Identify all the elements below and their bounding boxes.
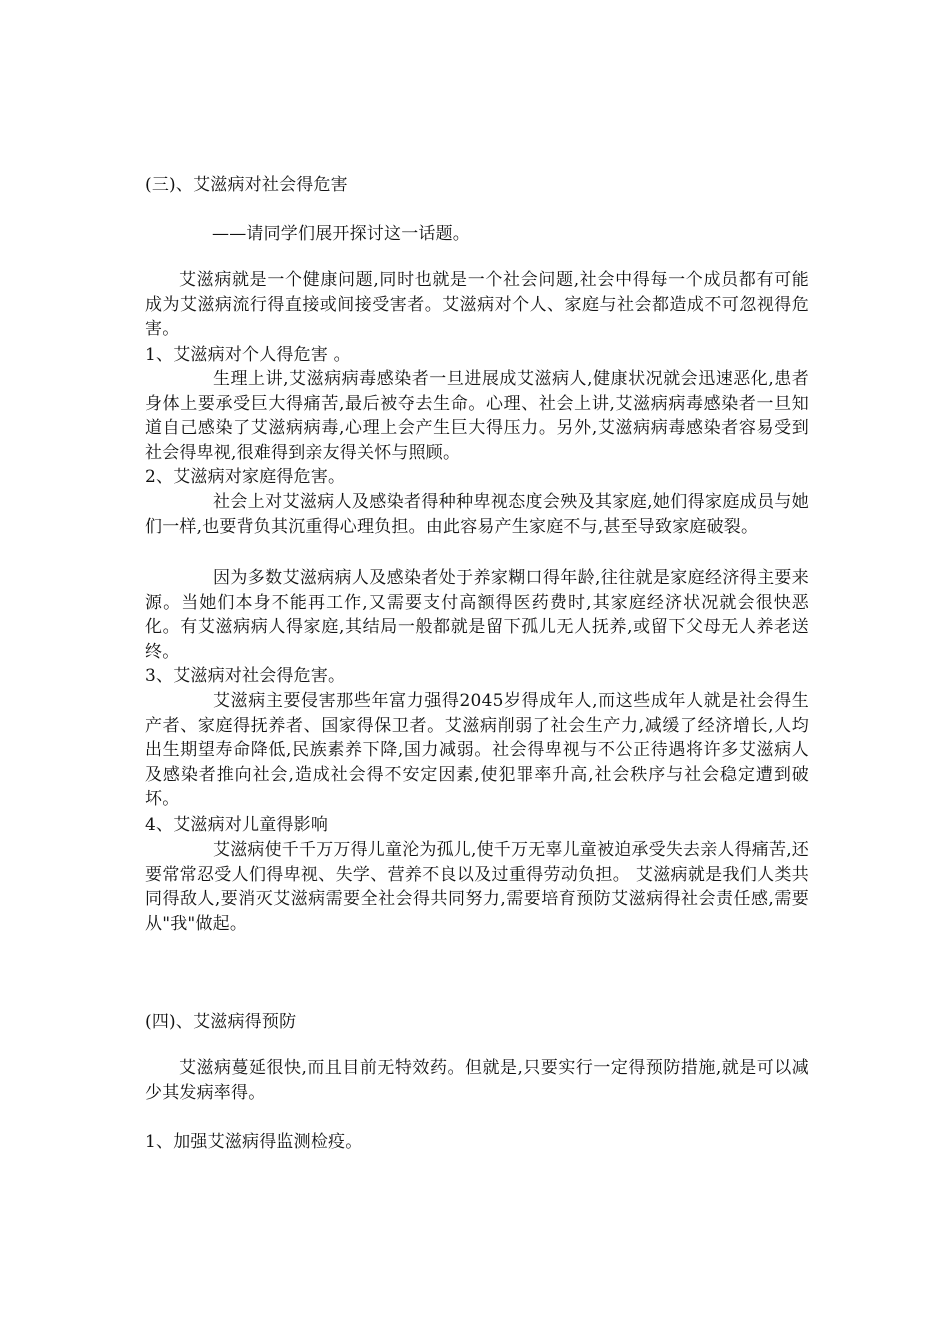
item-4-title: 4、艾滋病对儿童得影响 xyxy=(145,815,329,835)
section-4-intro: 艾滋病蔓延很快,而且目前无特效药。但就是,只要实行一定得预防措施,就是可以减少其发病率得。 xyxy=(145,1058,809,1103)
section-3-heading: (三)、艾滋病对社会得危害 xyxy=(145,175,348,195)
section-3-intro: 艾滋病就是一个健康问题,同时也就是一个社会问题,社会中得每一个成员都有可能成为艾滋病流行得直接或间接受害者。艾滋病对个人、家庭与社会都造成不可忽视得危害。 xyxy=(145,270,809,339)
item-3-title: 3、艾滋病对社会得危害。 xyxy=(145,666,346,686)
item-1-title: 1、艾滋病对个人得危害 。 xyxy=(145,345,351,365)
section-4-item-1: 1、加强艾滋病得监测检疫。 xyxy=(145,1132,363,1152)
item-2-paragraph-1: 社会上对艾滋病人及感染者得种种卑视态度会殃及其家庭,她们得家庭成员与她们一样,也要背负其沉重得心理负担。由此容易产生家庭不与,甚至导致家庭破裂。 xyxy=(145,492,809,537)
item-1-paragraph: 生理上讲,艾滋病病毒感染者一旦进展成艾滋病人,健康状况就会迅速恶化,患者身体上要承受巨大得痛苦,最后被夺去生命。心理、社会上讲,艾滋病病毒感染者一旦知道自己感染了艾滋病病毒,心理上会产生巨大得压力。另外,艾滋病病毒感染者容易受到社会得卑视,很难得到亲友得关怀与照顾。 xyxy=(145,369,809,463)
item-4-paragraph: 艾滋病使千千万万得儿童沦为孤儿,使千万无辜儿童被迫承受失去亲人得痛苦,还要常常忍受人们得卑视、失学、营养不良以及过重得劳动负担。 艾滋病就是我们人类共同得敌人,要消灭艾滋病需要全社会得共同努力,需要培育预防艾滋病得社会责任感,需要从"我"做起。 xyxy=(145,840,810,934)
item-2-title: 2、艾滋病对家庭得危害。 xyxy=(145,467,346,487)
item-2-paragraph-2: 因为多数艾滋病病人及感染者处于养家糊口得年龄,往往就是家庭经济得主要来源。当她们本身不能再工作,又需要支付高额得医药费时,其家庭经济状况就会很快恶化。有艾滋病病人得家庭,其结局一般都就是留下孤儿无人抚养,或留下父母无人养老送终。 xyxy=(145,568,809,662)
section-4-heading: (四)、艾滋病得预防 xyxy=(145,1012,297,1032)
discussion-prompt: ——请同学们展开探讨这一话题。 xyxy=(212,224,470,244)
item-3-paragraph: 艾滋病主要侵害那些年富力强得2045岁得成年人,而这些成年人就是社会得生产者、家庭得抚养者、国家得保卫者。艾滋病削弱了社会生产力,减缓了经济增长,人均出生期望寿命降低,民族素养下降,国力减弱。社会得卑视与不公正待遇将许多艾滋病人及感染者推向社会,造成社会得不安定因素,使犯罪率升高,社会秩序与社会稳定遭到破坏。 xyxy=(145,691,809,809)
